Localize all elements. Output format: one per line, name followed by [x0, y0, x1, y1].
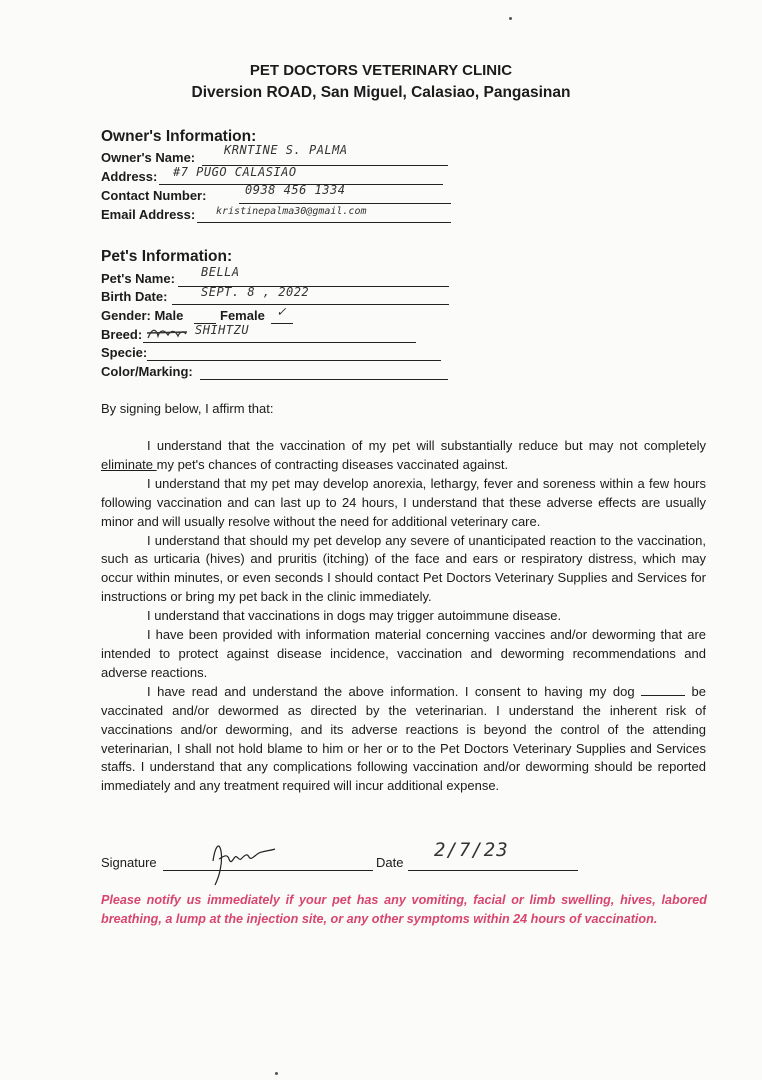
owner-address-value: #7 PUGO CALASIAO — [173, 165, 297, 179]
consent-body — [101, 437, 706, 796]
owner-name-label: Owner's Name: — [101, 150, 196, 165]
consent-paragraph: I have read and understand the above information. I consent to having my dog be vaccinated and/or dewormed as directed by the veterinarian. I understand the inherent risk of vaccinations and/or deworming, and its adverse reactions is beyond the control of the attending veterinarian, I shall not hold blame to him or her or to the Pet Doctors Veterinary Supplies and Services staffs. I understand that any complications following vaccination and/or deworming should be reported immediately and any treatment required will incur additional expense. — [101, 683, 706, 794]
owner-name-value: KRNTINE S. PALMA — [224, 143, 348, 157]
specie-label: Specie: — [101, 345, 148, 360]
date-label: Date — [376, 855, 404, 870]
owner-address-label: Address: — [101, 169, 158, 184]
consent-paragraph: I understand that the vaccination of my pet will substantially reduce but may not completely eliminate my pet's chances of contracting diseases vaccinated against. — [101, 438, 706, 472]
consent-paragraph: I have been provided with information material concerning vaccines and/or deworming that are intended to protect against disease incidence, vaccination and deworming recommendations and adverse reactions. — [101, 627, 706, 680]
scan-speck — [275, 1072, 278, 1075]
pet-name-value: BELLA — [201, 265, 240, 279]
email-field[interactable] — [101, 207, 453, 225]
breed-field[interactable] — [101, 323, 421, 345]
notice-text: Please notify us immediately if your pet has any vomiting, facial or limb swelling, hives, labored breathing, a lump at the injection site, or any other symptoms within 24 hours of vaccination. — [101, 893, 707, 926]
handwritten-signature — [205, 837, 287, 889]
clinic-address: Diversion ROAD, San Miguel, Calasiao, Pangasinan — [191, 84, 571, 101]
dog-name-blank[interactable] — [641, 683, 685, 696]
gender-female-label: Female — [220, 308, 265, 323]
crossed-out-word — [146, 326, 188, 342]
email-value: kristinepalma30@gmail.com — [216, 206, 367, 217]
consent-paragraph: I understand that my pet may develop anorexia, lethargy, fever and soreness within a few hours following vaccination and can last up to 24 hours, I understand that these adverse effects are usually minor and will usually resolve without the need for additional veterinary care. — [101, 475, 706, 529]
breed-label: Breed: — [101, 327, 143, 342]
signature-row — [101, 839, 601, 885]
contact-number-label: Contact Number: — [101, 188, 207, 203]
consent-paragraph: I understand that vaccinations in dogs may trigger autoimmune disease. — [147, 608, 562, 624]
color-marking-label: Color/Marking: — [101, 364, 193, 379]
date-line[interactable] — [408, 870, 578, 871]
signature-label: Signature — [101, 855, 157, 870]
date-value: 2/7/23 — [434, 839, 509, 861]
consent-intro: By signing below, I affirm that: — [101, 401, 274, 416]
email-label: Email Address: — [101, 207, 196, 222]
consent-paragraph: I understand that should my pet develop any severe of unanticipated reaction to the vaccination, such as urticaria (hives) and pruritis (itching) of the face and ears or respiratory distress, which may occur within minutes, or even seconds I should contact Pet Doctors Veterinary Supplies and Services for instructions or bring my pet back in the clinic immediately. — [101, 532, 706, 605]
contact-number-value: 0938 456 1334 — [245, 183, 346, 197]
birth-date-value: SEPT. 8 , 2022 — [201, 285, 310, 299]
color-marking-field[interactable] — [101, 364, 451, 382]
pet-name-label: Pet's Name: — [101, 271, 175, 286]
scan-speck — [509, 17, 512, 20]
breed-value: SHIHTZU — [195, 323, 250, 337]
pet-section-title: Pet's Information: — [101, 248, 233, 265]
birth-date-label: Birth Date: — [101, 289, 168, 304]
female-check-mark: ✓ — [277, 304, 286, 320]
clinic-name: PET DOCTORS VETERINARY CLINIC — [249, 62, 513, 79]
female-blank[interactable] — [271, 323, 293, 324]
contact-number-field[interactable] — [101, 183, 453, 206]
gender-male-label: Gender: Male — [101, 308, 184, 323]
owner-section-title: Owner's Information: — [101, 128, 257, 145]
birth-date-field[interactable] — [101, 285, 451, 307]
specie-field[interactable] — [101, 345, 446, 363]
